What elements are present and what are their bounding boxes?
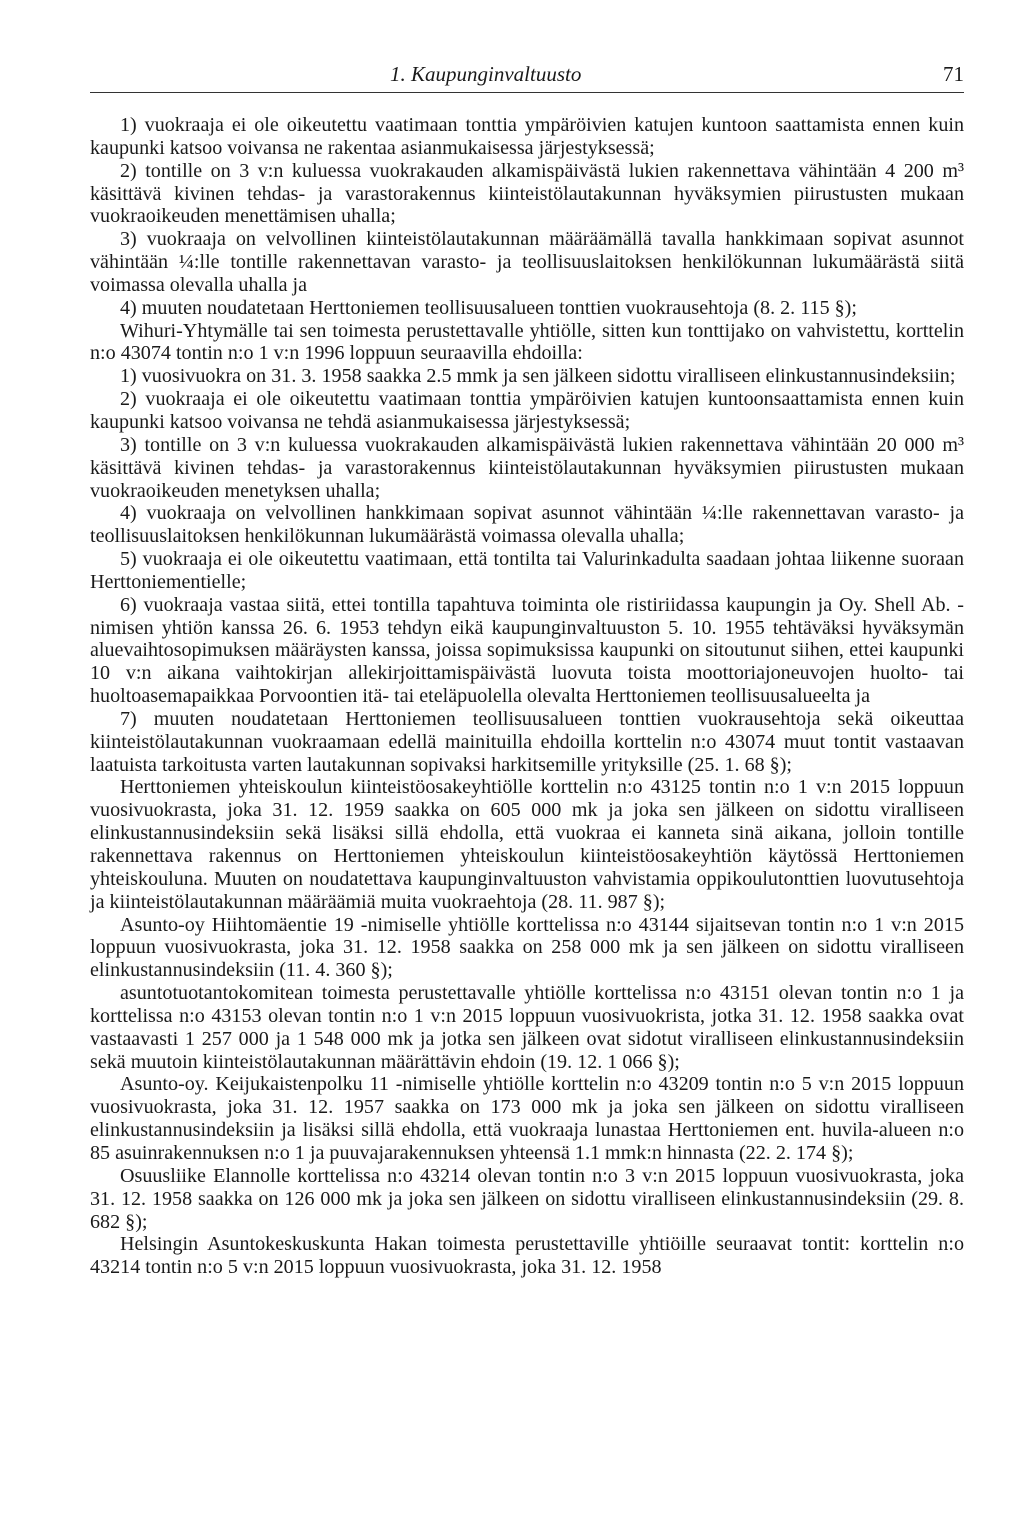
paragraph: 4) muuten noudatetaan Herttoniemen teollisuusalueen tonttien vuokrausehtoja (8. 2. 115 §);: [120, 296, 857, 319]
paragraph: Osuusliike Elannolle korttelissa n:o 43214 olevan tontin n:o 3 v:n 2015 loppuun vuosivuokrasta, joka 31. 12. 1958 saakka on 126 000 mk ja joka sen jälkeen on sidottu viralliseen elinkustannusindeksiin (29. 8. 682 §);: [90, 1164, 964, 1233]
paragraph: 5) vuokraaja ei ole oikeutettu vaatimaan, että tontilta tai Valurinkadulta saadaan johtaa liikenne suoraan Herttoniementielle;: [90, 548, 964, 593]
paragraph: 4) vuokraaja on velvollinen hankkimaan sopivat asunnot vähintään ¼:lle rakennettavan varasto- ja teollisuuslaitoksen henkilökunnan lukumäärästä voimassa olevalla uhalla;: [90, 502, 964, 548]
paragraph: 6) vuokraaja vastaa siitä, ettei tontilla tapahtuva toiminta ole ristiriidassa kaupungin ja Oy. Shell Ab. -nimisen yhtiön kanssa 26. 6. 1953 tehdyn eikä kaupunginvaltuuston 5. 10. 1955 tehtäväksi hyväksymän aluevaihtosopimuksen määräysten kanssa, joissa sopimuksissa kaupunki on sitoutunut siihen, ettei kaupunki 10 v:n aikana vaihtokirjan allekirjoittamispäivästä luovuta toista moottoriajoneuvojen huolto- tai huoltoasemapaikkaa Porvoontien itä- tai eteläpuolella olevalta Herttoniemen teollisuusalueelta ja: [90, 593, 964, 708]
paragraph: 1) vuosivuokra on 31. 3. 1958 saakka 2.5 mmk ja sen jälkeen sidottu viralliseen elinkustannusindeksiin;: [120, 365, 956, 388]
paragraph: 7) muuten noudatetaan Herttoniemen teollisuusalueen tonttien vuokrausehtoja sekä oikeuttaa kiinteistölautakunnan vuokraamaan edellä mainituilla ehdoilla korttelin n:o 43074 muut tontit vastaavan laatuista tarkoitusta varten lautakunnan sopivaksi harkitsemille yrityksille (25. 1. 68 §);: [90, 707, 964, 776]
paragraph: 3) tontille on 3 v:n kuluessa vuokrakauden alkamispäivästä lukien rakennettava vähintään 20 000 m³ käsittävä kivinen tehdas- ja varastorakennus kiinteistölautakunnan hyväksymien piirustusten mukaan vuokraoikeuden menetyksen uhalla;: [90, 433, 964, 502]
running-header: [90, 62, 964, 92]
page-number: 71: [943, 62, 964, 86]
paragraph: 2) vuokraaja ei ole oikeutettu vaatimaan tonttia ympäröivien katujen kuntoonsaattamista ennen kuin kaupunki katsoo voivansa ne tehdä asianmukaisessa järjestyksessä;: [90, 388, 964, 433]
paragraph: 3) vuokraaja on velvollinen kiinteistölautakunnan määräämällä tavalla hankkimaan sopivat asunnot vähintään ¼:lle tontille rakennettavan varasto- ja teollisuuslaitoksen henkilökunnan lukumäärästä siitä voimassa olevalla uhalla ja: [90, 228, 964, 296]
header-rule: [90, 92, 964, 93]
paragraph: Helsingin Asuntokeskuskunta Hakan toimesta perustettaville yhtiöille seuraavat tontit: korttelin n:o 43214 tontin n:o 5 v:n 2015 loppuun vuosivuokrasta, joka 31. 12. 1958: [90, 1233, 964, 1279]
paragraph: asuntotuotantokomitean toimesta perustettavalle yhtiölle korttelissa n:o 43151 olevan tontin n:o 1 ja korttelissa n:o 43153 olevan tontin n:o 1 v:n 2015 loppuun vuosivuokrista, jotka 31. 12. 1958 saakka ovat vastaavasti 1 257 000 ja 1 548 000 mk ja jotka sen jälkeen ovat sidotut viralliseen elinkustannusindeksiin sekä muutoin kiinteistölautakunnan määrättävin ehdoin (19. 12. 1 066 §);: [90, 982, 964, 1073]
paragraph: Herttoniemen yhteiskoulun kiinteistöosakeyhtiölle korttelin n:o 43125 tontin n:o 1 v:n 2015 loppuun vuosivuokrasta, joka 31. 12. 1959 saakka on 605 000 mk ja joka sen jälkeen on sidottu viralliseen elinkustannusindeksiin sekä lisäksi sillä ehdolla, että vuokraa ei kanneta sinä aikana, jolloin tontille rakennettava rakennus on Herttoniemen yhteiskoulun kiinteistöosakeyhtiön käytössä Herttoniemen yhteiskouluna. Muuten on noudatettava kaupunginvaltuuston vahvistamia oppikoulutonttien luovutusehtoja ja kiinteistölautakunnan määräämiä muita vuokraehtoja (28. 11. 987 §);: [90, 776, 964, 913]
paragraph: 1) vuokraaja ei ole oikeutettu vaatimaan tonttia ympäröivien katujen kuntoon saattamista ennen kuin kaupunki katsoo voivansa ne rakentaa asianmukaisessa järjestyksessä;: [90, 114, 964, 159]
chapter-title: 1. Kaupunginvaltuusto: [390, 62, 582, 86]
body-text: [90, 114, 964, 1279]
paragraph: Wihuri-Yhtymälle tai sen toimesta perustettavalle yhtiölle, sitten kun tonttijako on vahvistettu, korttelin n:o 43074 tontin n:o 1 v:n 1996 loppuun seuraavilla ehdoilla:: [90, 319, 964, 365]
paragraph: 2) tontille on 3 v:n kuluessa vuokrakauden alkamispäivästä lukien rakennettava vähintään 4 200 m³ käsittävä kivinen tehdas- ja varastorakennus kiinteistölautakunnan hyväksymien piirustusten mukaan vuokraoikeuden menettämisen uhalla;: [90, 159, 964, 228]
paragraph: Asunto-oy. Keijukaistenpolku 11 -nimiselle yhtiölle korttelin n:o 43209 tontin n:o 5 v:n 2015 loppuun vuosivuokrasta, joka 31. 12. 1957 saakka on 173 000 mk ja joka sen jälkeen on sidottu viralliseen elinkustannusindeksiin ja lisäksi sillä ehdolla, että vuokraaja lunastaa Herttoniemen ent. huvila-alueen n:o 85 asuinrakennuksen n:o 1 ja puuvajarakennuksen yhteensä 1.1 mmk:n hinnasta (22. 2. 174 §);: [90, 1073, 964, 1164]
paragraph: Asunto-oy Hiihtomäentie 19 -nimiselle yhtiölle korttelissa n:o 43144 sijaitsevan tontin n:o 1 v:n 2015 loppuun vuosivuokrasta, joka 31. 12. 1958 saakka on 258 000 mk ja sen jälkeen on sidottu viralliseen elinkustannusindeksiin (11. 4. 360 §);: [90, 913, 964, 982]
